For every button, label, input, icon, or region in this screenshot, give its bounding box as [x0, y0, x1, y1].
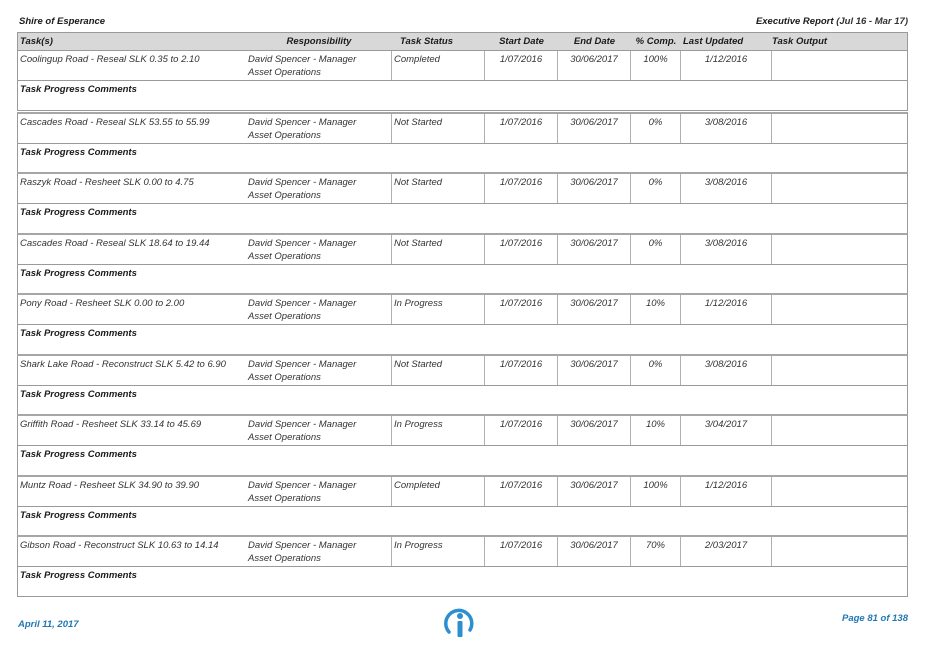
task-output: [772, 416, 907, 445]
start-date: 1/07/2016: [485, 51, 558, 80]
table-row: [17, 354, 908, 415]
percent-complete: 0%: [631, 174, 681, 203]
task-status: Completed: [392, 51, 485, 80]
responsibility-name: David Spencer - Manager: [248, 419, 357, 430]
footer-page-number: Page 81 of 138: [841, 613, 908, 624]
responsibility-name: David Spencer - Manager: [248, 237, 357, 249]
task-progress-comments: Task Progress Comments: [17, 324, 908, 355]
col-task-output: Task Output: [772, 36, 828, 47]
task-output: [772, 51, 907, 80]
responsibility-name: David Spencer - Manager: [248, 479, 357, 491]
report-title: [756, 16, 908, 27]
task-name: Griffith Road - Resheet SLK 33.14 to 45.69: [20, 419, 202, 430]
task-output: [772, 477, 907, 506]
last-updated: 3/08/2016: [681, 174, 772, 203]
task-data-row: [17, 233, 908, 264]
task-name: Cascades Road - Reseal SLK 18.64 to 19.44: [20, 237, 210, 249]
responsibility-name: David Spencer - Manager: [248, 116, 357, 128]
percent-complete: 10%: [631, 416, 681, 445]
end-date: 30/06/2017: [558, 114, 631, 143]
table-row: [17, 535, 908, 596]
task-name: Raszyk Road - Resheet SLK 0.00 to 4.75: [20, 177, 194, 188]
task-status: In Progress: [392, 416, 485, 445]
task-data-row: [17, 293, 908, 324]
task-progress-comments: Task Progress Comments: [17, 203, 908, 234]
task-table: [17, 32, 908, 596]
col-percent-complete: % Comp.: [635, 36, 677, 47]
task-data-row: [17, 354, 908, 385]
footer-date: April 11, 2017: [18, 619, 79, 630]
col-responsibility: Responsibility: [286, 36, 352, 47]
task-status: In Progress: [392, 295, 485, 324]
task-progress-comments: Task Progress Comments: [17, 143, 908, 174]
task-status: Not Started: [392, 235, 485, 264]
col-status: Task Status: [400, 36, 453, 47]
end-date: 30/06/2017: [558, 51, 631, 80]
percent-complete: 100%: [631, 477, 681, 506]
task-name: Pony Road - Resheet SLK 0.00 to 2.00: [20, 298, 185, 309]
start-date: 1/07/2016: [485, 174, 558, 203]
task-data-row: [17, 51, 908, 80]
last-updated: 3/08/2016: [681, 356, 772, 385]
responsibility-cell: [246, 537, 392, 566]
responsibility-dept: Asset Operations: [248, 371, 321, 383]
task-progress-comments: Task Progress Comments: [17, 445, 908, 476]
last-updated: 3/08/2016: [681, 235, 772, 264]
last-updated: 3/08/2016: [681, 114, 772, 143]
responsibility-dept: Asset Operations: [248, 432, 321, 443]
table-row: [17, 172, 908, 233]
task-name: Coolingup Road - Reseal SLK 0.35 to 2.10: [20, 54, 200, 65]
col-start-date: Start Date: [499, 36, 544, 47]
task-name: Muntz Road - Resheet SLK 34.90 to 39.90: [20, 479, 200, 491]
task-data-row: [17, 172, 908, 203]
responsibility-cell: [246, 295, 392, 324]
table-row: [17, 233, 908, 294]
responsibility-dept: Asset Operations: [248, 311, 321, 322]
percent-complete: 0%: [631, 356, 681, 385]
responsibility-name: David Spencer - Manager: [248, 54, 357, 65]
responsibility-dept: Asset Operations: [248, 250, 321, 262]
last-updated: 3/04/2017: [681, 416, 772, 445]
responsibility-name: David Spencer - Manager: [248, 177, 357, 188]
responsibility-cell: [246, 416, 392, 445]
task-status: Not Started: [392, 174, 485, 203]
responsibility-dept: Asset Operations: [248, 129, 321, 141]
task-name: Cascades Road - Reseal SLK 53.55 to 55.99: [20, 116, 210, 128]
responsibility-name: David Spencer - Manager: [248, 358, 357, 370]
end-date: 30/06/2017: [558, 295, 631, 324]
percent-complete: 0%: [631, 114, 681, 143]
task-output: [772, 537, 907, 566]
end-date: 30/06/2017: [558, 416, 631, 445]
task-output: [772, 174, 907, 203]
col-last-updated: Last Updated: [683, 36, 744, 47]
percent-complete: 0%: [631, 235, 681, 264]
task-status: Not Started: [392, 356, 485, 385]
responsibility-cell: [246, 51, 392, 80]
start-date: 1/07/2016: [485, 114, 558, 143]
end-date: 30/06/2017: [558, 174, 631, 203]
task-progress-comments: Task Progress Comments: [17, 506, 908, 537]
responsibility-dept: Asset Operations: [248, 67, 321, 78]
responsibility-name: David Spencer - Manager: [248, 540, 357, 551]
end-date: 30/06/2017: [558, 537, 631, 566]
task-data-row: [17, 535, 908, 566]
task-name: Shark Lake Road - Reconstruct SLK 5.42 to 6.90: [20, 358, 226, 370]
task-status: Completed: [392, 477, 485, 506]
percent-complete: 10%: [631, 295, 681, 324]
task-output: [772, 235, 907, 264]
end-date: 30/06/2017: [558, 235, 631, 264]
task-progress-comments: Task Progress Comments: [17, 566, 908, 597]
task-output: [772, 295, 907, 324]
task-data-row: [17, 112, 908, 143]
start-date: 1/07/2016: [485, 356, 558, 385]
responsibility-name: David Spencer - Manager: [248, 298, 357, 309]
task-progress-comments: Task Progress Comments: [17, 385, 908, 416]
task-output: [772, 356, 907, 385]
start-date: 1/07/2016: [485, 295, 558, 324]
task-progress-comments: Task Progress Comments: [17, 264, 908, 295]
task-data-row: [17, 475, 908, 506]
start-date: 1/07/2016: [485, 235, 558, 264]
responsibility-dept: Asset Operations: [248, 492, 321, 504]
responsibility-dept: Asset Operations: [248, 190, 321, 201]
last-updated: 1/12/2016: [681, 51, 772, 80]
table-row: [17, 414, 908, 475]
responsibility-cell: [246, 235, 392, 264]
table-body: [17, 51, 908, 596]
percent-complete: 100%: [631, 51, 681, 80]
table-header: [17, 32, 908, 51]
percent-complete: 70%: [631, 537, 681, 566]
end-date: 30/06/2017: [558, 356, 631, 385]
col-task: Task(s): [20, 36, 53, 47]
task-status: Not Started: [392, 114, 485, 143]
col-end-date: End Date: [573, 36, 616, 47]
last-updated: 2/03/2017: [681, 537, 772, 566]
start-date: 1/07/2016: [485, 416, 558, 445]
start-date: 1/07/2016: [485, 477, 558, 506]
task-data-row: [17, 414, 908, 445]
table-row: [17, 112, 908, 173]
table-row: [17, 51, 908, 112]
report-range: (Jul 16 - Mar 17): [836, 16, 908, 27]
task-status: In Progress: [392, 537, 485, 566]
table-row: [17, 293, 908, 354]
report-title-prefix: Executive Report: [755, 16, 837, 27]
responsibility-cell: [246, 477, 392, 506]
info-i-logo-icon: [440, 605, 478, 639]
task-name: Gibson Road - Reconstruct SLK 10.63 to 14.14: [20, 540, 219, 551]
org-name: Shire of Esperance: [19, 16, 106, 27]
table-row: [17, 475, 908, 536]
task-progress-comments: Task Progress Comments: [17, 80, 908, 111]
responsibility-cell: [246, 174, 392, 203]
last-updated: 1/12/2016: [681, 295, 772, 324]
responsibility-dept: Asset Operations: [248, 553, 321, 564]
task-output: [772, 114, 907, 143]
last-updated: 1/12/2016: [681, 477, 772, 506]
responsibility-cell: [246, 356, 392, 385]
responsibility-cell: [246, 114, 392, 143]
end-date: 30/06/2017: [558, 477, 631, 506]
start-date: 1/07/2016: [485, 537, 558, 566]
